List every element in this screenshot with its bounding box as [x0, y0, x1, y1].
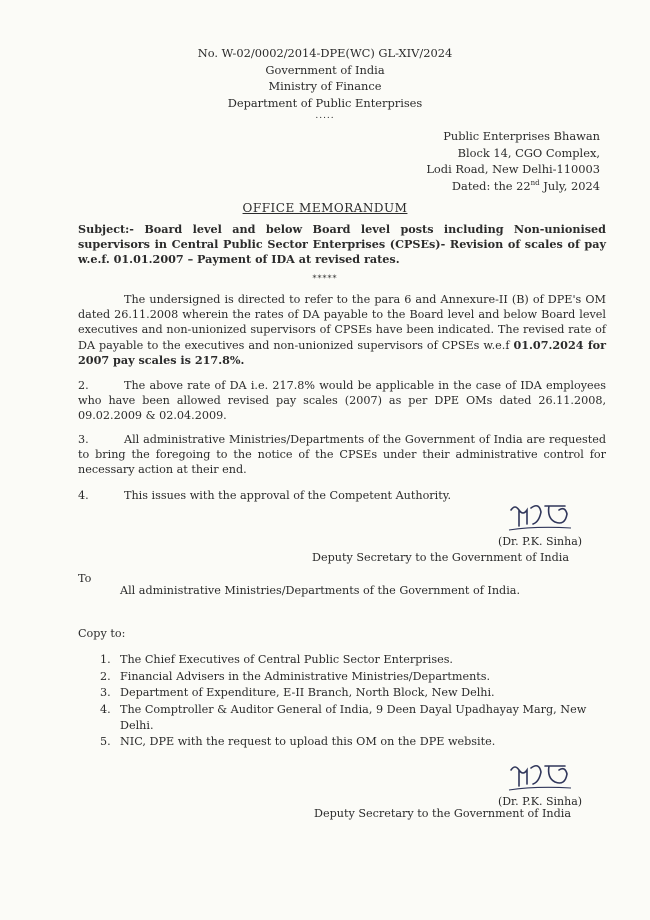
address-line-1: Public Enterprises Bhawan: [443, 129, 600, 143]
list-item: 5. NIC, DPE with the request to upload this OM on the DPE website.: [100, 735, 496, 749]
government-name: Government of India: [265, 62, 385, 77]
stars-separator: *****: [312, 274, 338, 283]
handwritten-signature-2: [505, 760, 575, 794]
office-address: [400, 128, 600, 194]
signatory-name: (Dr. P.K. Sinha): [497, 535, 583, 548]
signature-block-2: [480, 760, 600, 809]
subject-line: Subject:- Board level and below Board level posts including Non-unionised supervisors in Central Public Sector Enterprises (CPSEs)- Revision of scales of pay w.e.f. 01.01.2007 – Payment of IDA at revised rates.: [78, 222, 606, 267]
reference-number: No. W-02/0002/2014-DPE(WC) GL-XIV/2024: [197, 46, 453, 60]
list-item: 1. The Chief Executives of Central Public Sector Enterprises.: [100, 653, 453, 666]
department-name: Department of Public Enterprises: [227, 95, 423, 110]
date-line: Dated: the 22nd July, 2024: [451, 178, 600, 193]
signature-block-1: [480, 500, 600, 549]
list-item: 3. Department of Expenditure, E-II Branch, North Block, New Delhi.: [100, 686, 495, 700]
paragraph-3: 3. All administrative Ministries/Departments of the Government of India are requested to bring the foregoing to the notice of the CPSEs under their administrative control for necessary action at their end.: [78, 433, 606, 477]
to-addressee: All administrative Ministries/Departments of the Government of India.: [120, 584, 521, 597]
signatory-name: (Dr. P.K. Sinha): [497, 795, 583, 808]
to-label: To: [78, 572, 92, 585]
paragraph-4: 4. This issues with the approval of the Competent Authority.: [78, 489, 452, 502]
memo-title: OFFICE MEMORANDUM: [242, 201, 408, 215]
letterhead: [0, 45, 650, 122]
list-item: 2. Financial Advisers in the Administrative Ministries/Departments.: [100, 669, 491, 683]
signatory-designation: Deputy Secretary to the Government of India: [314, 807, 572, 820]
paragraph-1: The undersigned is directed to refer to the para 6 and Annexure-II (B) of DPE's OM dated 26.11.2008 wherein the rates of DA payable to the Board level and below Board level executives and non-unionized supervisors of CPSEs have been indicated. The revised rate of DA payable to the executives and non-unionized supervisors of CPSEs w.e.f 01.07.2024 for 2007 pay scales is 217.8%.: [78, 293, 606, 367]
address-line-3: Lodi Road, New Delhi-110003: [426, 162, 600, 177]
list-item: 4. The Comptroller & Auditor General of India, 9 Deen Dayal Upadhayay Marg, New Delhi.: [100, 703, 587, 732]
address-line-2: Block 14, CGO Complex,: [457, 145, 600, 160]
copy-to-list: [100, 652, 600, 751]
copy-to-label: Copy to:: [78, 627, 126, 640]
header-separator: .....: [315, 111, 335, 122]
ministry-name: Ministry of Finance: [268, 79, 382, 94]
signatory-designation: Deputy Secretary to the Government of India: [312, 551, 570, 564]
paragraph-2: 2. The above rate of DA i.e. 217.8% would be applicable in the case of IDA employees who have been allowed revised pay scales (2007) as per DPE OMs dated 26.11.2008, 09.02.2009 & 02.04.2009.: [78, 379, 606, 423]
handwritten-signature-1: [505, 500, 575, 534]
